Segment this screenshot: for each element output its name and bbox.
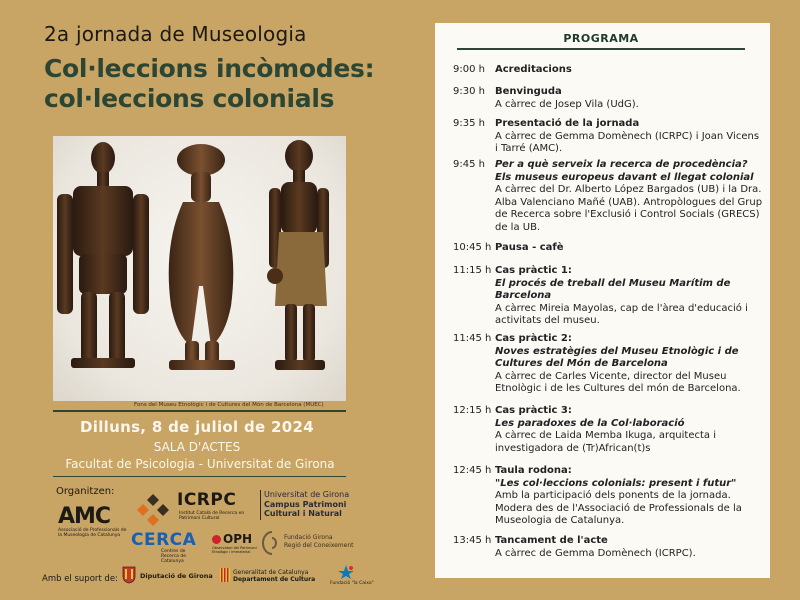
title-line-1: Col·leccions incòmodes: — [44, 54, 375, 83]
icrpc-icon — [135, 492, 171, 528]
amc-mark: AMC — [58, 504, 111, 529]
programa-divider — [457, 48, 745, 50]
sculptures-photo — [53, 136, 346, 401]
item-desc: A càrrec de Gemma Domènech (ICRPC). — [495, 547, 696, 559]
event-room: SALA D'ACTES — [153, 440, 241, 454]
icrpc-mark: ICRPC — [177, 490, 237, 510]
item-sub: El procés de treball del Museu Marítim de Barcelona — [495, 277, 731, 301]
item-head: Cas pràctic 2: — [495, 333, 572, 344]
item-time: 12:45 h — [453, 465, 492, 476]
item-time: 11:45 h — [453, 333, 492, 344]
item-desc: A càrrec de Gemma Domènech (ICRPC) i Joan Vicens i Tarré (AMC). — [495, 130, 760, 154]
item-head: Tancament de l'acte — [495, 535, 608, 546]
diputacio-shield-icon — [122, 566, 136, 584]
generalitat-line-1: Generalitat de Catalunya — [233, 569, 309, 576]
amc-text: Associació de Professionals de la Museologia de Catalunya — [58, 528, 127, 538]
lacaixa-text: Fundació "la Caixa" — [330, 581, 374, 586]
item-desc: A càrrec Mireia Mayolas, cap de l'àrea d'educació i activitats del museu. — [495, 302, 748, 326]
item-time: 10:45 h — [453, 242, 492, 253]
item-head: Presentació de la jornada — [495, 118, 640, 129]
item-desc: A càrrec de Josep Vila (UdG). — [495, 98, 639, 110]
cerca-logo — [131, 531, 201, 564]
diputacio-text: Diputació de Girona — [140, 572, 213, 580]
cerca-text: Centres de Recerca de Catalunya — [161, 549, 186, 564]
item-sub: Les paradoxes de la Col·laboració — [495, 417, 685, 429]
fundacio-line-2: Regió del Coneixement — [284, 541, 354, 549]
fundacio-line-1: Fundació Girona — [284, 534, 333, 541]
organizers-label: Organitzen: — [56, 486, 115, 497]
item-time: 9:00 h — [453, 64, 485, 75]
item-time: 9:45 h — [453, 159, 485, 170]
item-head: Pausa - cafè — [495, 242, 564, 253]
udg-line-2: Campus Patrimoni — [264, 499, 347, 509]
item-head: Taula rodona: — [495, 465, 572, 476]
divider — [53, 410, 346, 412]
fundacio-icon — [262, 530, 282, 556]
oph-logo — [212, 532, 260, 554]
generalitat-line-2: Departament de Cultura — [233, 576, 316, 583]
programa-panel — [435, 23, 770, 578]
photo-credit: Fons del Museu Etnològic i de Cultures del Món de Barcelona (MUEC) — [134, 402, 324, 408]
generalitat-flag-icon — [220, 568, 230, 582]
cerca-mark: CERCA — [131, 530, 197, 550]
sculpture-3 — [267, 140, 329, 370]
item-head: Cas pràctic 1: — [495, 265, 572, 276]
item-sub: Noves estratègies del Museu Etnològic i de Cultures del Món de Barcelona — [495, 345, 739, 369]
oph-dot-icon — [212, 535, 221, 544]
udg-line-1: Universitat de Girona — [264, 490, 350, 499]
item-time: 9:30 h — [453, 86, 485, 97]
oph-text: Observatori del Patrimoni Etnològic i Immaterial — [212, 546, 257, 554]
item-head: Benvinguda — [495, 86, 562, 97]
divider — [53, 476, 346, 477]
item-desc: A càrrec de Carles Vicente, director del Museu Etnològic i de les Cultures del món de Barcelona. — [495, 370, 741, 394]
udg-line-3: Cultural i Natural — [264, 509, 342, 518]
event-place: Facultat de Psicologia - Universitat de Girona — [65, 457, 335, 471]
icrpc-text: Institut Català de Recerca en Patrimoni Cultural — [179, 511, 245, 521]
item-time: 13:45 h — [453, 535, 492, 546]
item-sub: "Les col·leccions colonials: present i futur" — [495, 477, 737, 489]
sculptures-illustration — [53, 136, 346, 401]
programa-title: PROGRAMA — [563, 32, 639, 45]
oph-mark: OPH — [223, 532, 253, 546]
event-date: Dilluns, 8 de juliol de 2024 — [80, 418, 314, 436]
item-desc: A càrrec del Dr. Alberto López Bargados (UB) i la Dra. Alba Valenciano Mañé (UAB). Antropòlogues del Grup de Recerca sobre l'Exclusió i Control Socials (GRECS) de la UB. — [495, 184, 763, 233]
item-time: 11:15 h — [453, 265, 492, 276]
item-sub: Per a què serveix la recerca de procedència? Els museus europeus davant el llegat colonial — [495, 159, 754, 183]
item-desc: A càrrec de Laida Memba Ikuga, arquitecta i investigadora de (Tr)African(t)s — [495, 430, 716, 454]
support-label: Amb el suport de: — [42, 574, 118, 584]
item-time: 12:15 h — [453, 405, 492, 416]
sculpture-1 — [57, 142, 149, 368]
lacaixa-star-icon — [336, 564, 356, 580]
item-head: Acreditacions — [495, 64, 572, 75]
event-subtitle: 2a jornada de Museologia — [44, 22, 307, 46]
item-head: Cas pràctic 3: — [495, 405, 572, 416]
amc-logo — [58, 506, 128, 538]
item-desc: Amb la participació dels ponents de la jornada. Modera des de l'Associació de Professionals de la Museologia de Catalunya. — [495, 490, 742, 526]
item-time: 9:35 h — [453, 118, 485, 129]
event-title — [44, 54, 424, 114]
udg-logo — [260, 490, 370, 519]
title-line-2: col·leccions colonials — [44, 84, 335, 113]
sculpture-2 — [169, 144, 235, 370]
